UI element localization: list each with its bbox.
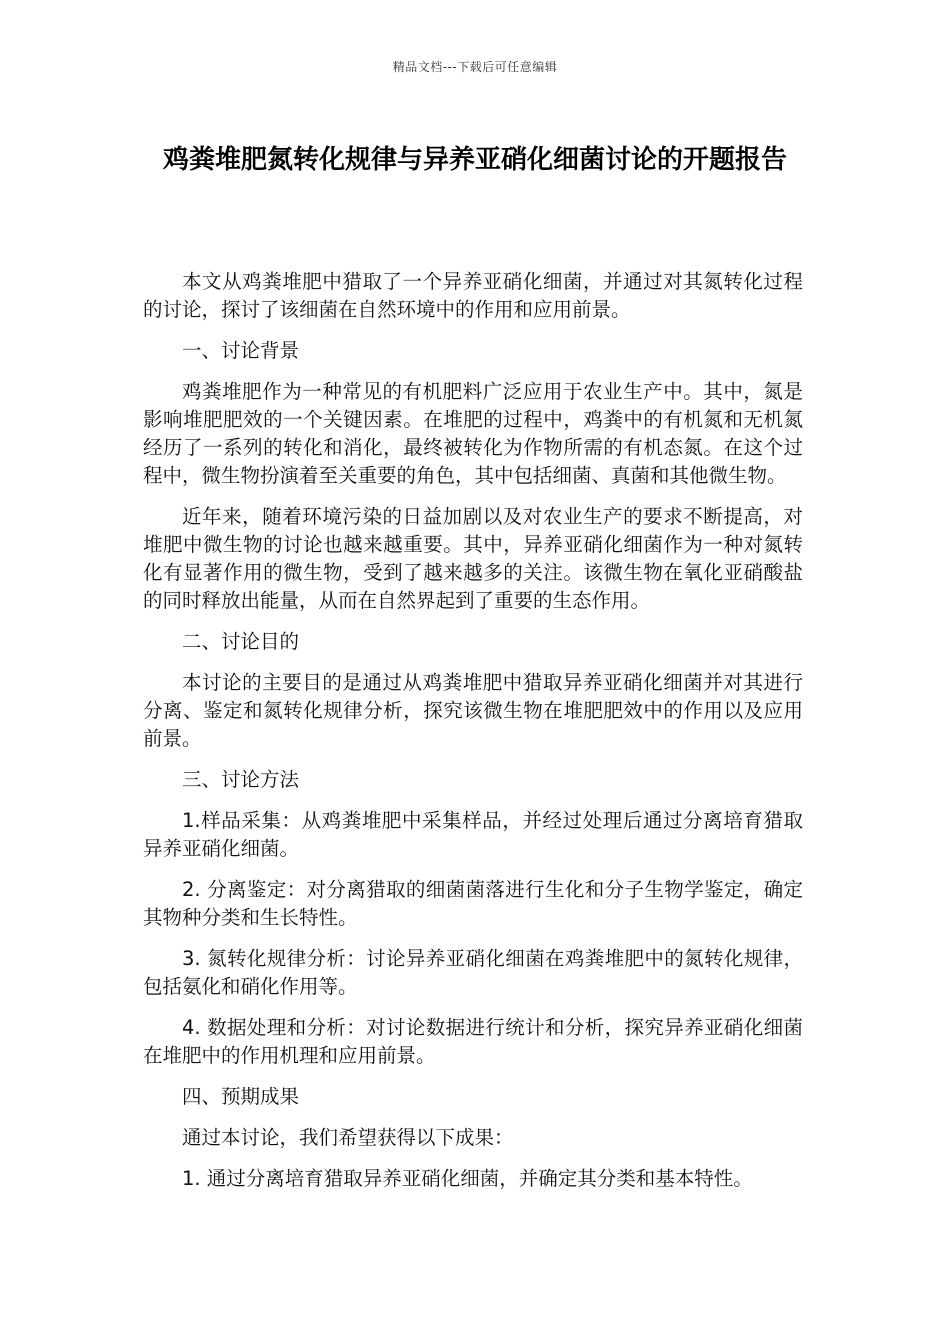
- document-body: [143, 268, 803, 1193]
- method-item-1: 1.样品采集：从鸡粪堆肥中采集样品，并经过处理后通过分离培育猎取异养亚硝化细菌。: [143, 809, 803, 860]
- intro-paragraph: 本文从鸡粪堆肥中猎取了一个异养亚硝化细菌，并通过对其氮转化过程的讨论，探讨了该细菌在自然环境中的作用和应用前景。: [143, 270, 803, 321]
- method-item-4: 4. 数据处理和分析：对讨论数据进行统计和分析，探究异养亚硝化细菌在堆肥中的作用机理和应用前景。: [143, 1016, 803, 1067]
- section-heading-outcomes: 四、预期成果: [182, 1085, 300, 1108]
- page-header-note: 精品文档---下载后可任意编辑: [392, 60, 558, 74]
- background-paragraph-2: 近年来，随着环境污染的日益加剧以及对农业生产的要求不断提高，对堆肥中微生物的讨论也越来越重要。其中，异养亚硝化细菌作为一种对氮转化有显著作用的微生物，受到了越来越多的关注。该微生物在氧化亚硝酸盐的同时释放出能量，从而在自然界起到了重要的生态作用。: [143, 505, 803, 612]
- outcomes-intro: 通过本讨论，我们希望获得以下成果：: [182, 1126, 514, 1149]
- section-heading-purpose: 二、讨论目的: [182, 630, 300, 653]
- method-item-2: 2. 分离鉴定：对分离猎取的细菌菌落进行生化和分子生物学鉴定，确定其物种分类和生长特性。: [143, 878, 803, 929]
- document-title: 鸡粪堆肥氮转化规律与异养亚硝化细菌讨论的开题报告: [162, 145, 787, 175]
- background-paragraph-1: 鸡粪堆肥作为一种常见的有机肥料广泛应用于农业生产中。其中，氮是影响堆肥肥效的一个关键因素。在堆肥的过程中，鸡粪中的有机氮和无机氮经历了一系列的转化和消化，最终被转化为作物所需的有机态氮。在这个过程中，微生物扮演着至关重要的角色，其中包括细菌、真菌和其他微生物。: [143, 380, 803, 487]
- section-heading-methods: 三、讨论方法: [182, 768, 300, 791]
- outcome-item-1: 1. 通过分离培育猎取异养亚硝化细菌，并确定其分类和基本特性。: [182, 1167, 753, 1190]
- method-item-3: 3. 氮转化规律分析：讨论异养亚硝化细菌在鸡粪堆肥中的氮转化规律，包括氨化和硝化作用等。: [143, 947, 803, 998]
- purpose-paragraph: 本讨论的主要目的是通过从鸡粪堆肥中猎取异养亚硝化细菌并对其进行分离、鉴定和氮转化规律分析，探究该微生物在堆肥肥效中的作用以及应用前景。: [143, 671, 803, 750]
- section-heading-background: 一、讨论背景: [182, 339, 300, 362]
